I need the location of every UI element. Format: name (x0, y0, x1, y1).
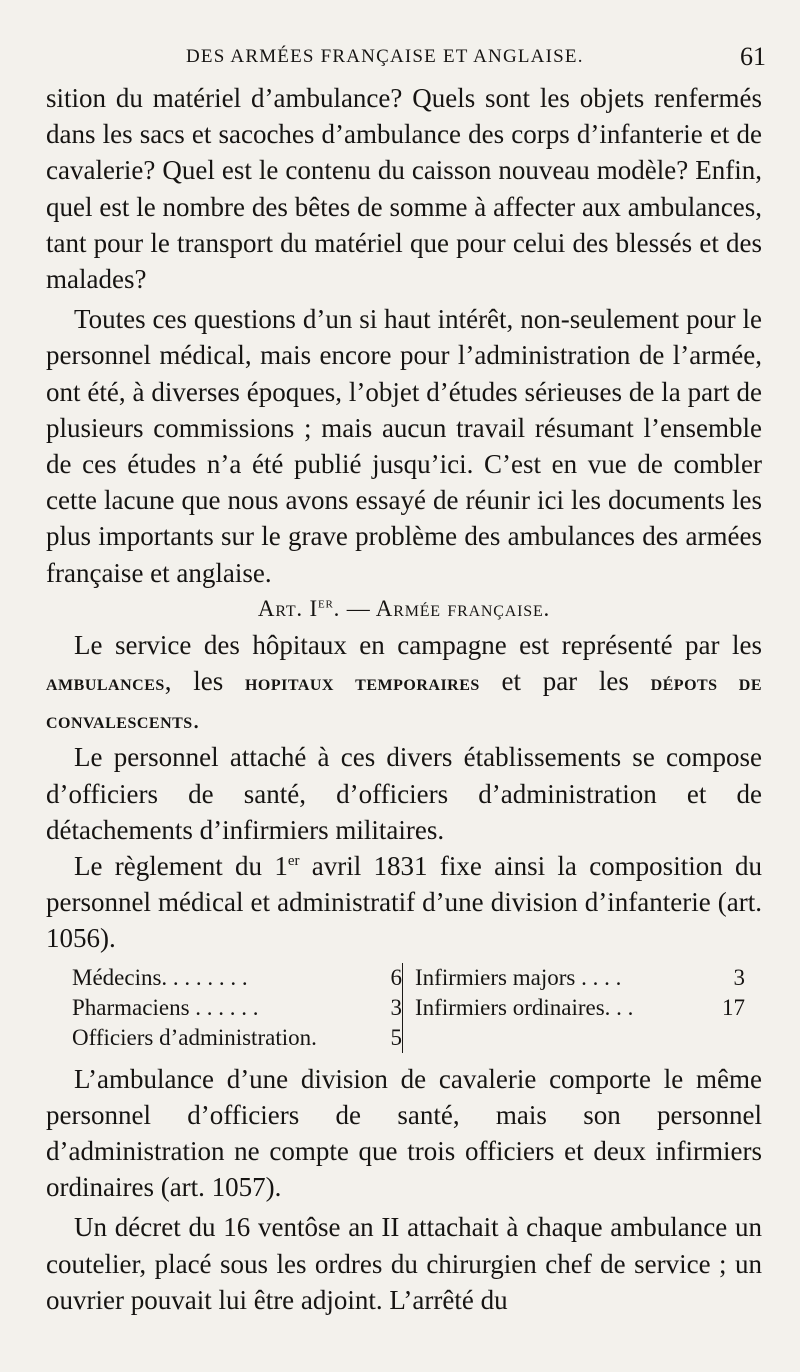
staff-label: Infirmiers ordinaires. . . (415, 994, 634, 1020)
p5-sup: er (287, 853, 300, 870)
staff-row (72, 963, 402, 993)
p3-term-ambulances: ambulances (46, 670, 165, 696)
staff-count: 6 (390, 964, 402, 990)
page-header (46, 38, 766, 78)
paragraph-5 (46, 848, 762, 957)
article-heading-suffix: . — Armée française. (333, 595, 551, 621)
staff-row (72, 1023, 402, 1053)
staff-count: 5 (390, 1024, 402, 1050)
p3-term-hopitaux: hopitaux temporaires (244, 670, 480, 696)
staff-column-left (72, 963, 402, 1053)
p3-term-depots: dépots de convalescents (46, 670, 763, 734)
p5-text-b: avril 1831 fixe ainsi la composition du personnel médical et administratif d’une division d’infanterie (art. 1056). (46, 851, 762, 954)
staff-label: Pharmaciens . . . . . . (72, 994, 259, 1020)
p3-text-b: , les (164, 666, 245, 697)
body-text (46, 80, 762, 1318)
paragraph-6: L’ambulance d’une division de cavalerie comporte le même personnel d’officiers de santé, mais son personnel d’administration ne compte que trois officiers et deux infirmiers ordinaires (art. 1057). (46, 1063, 762, 1203)
staff-row (415, 963, 745, 993)
paragraph-3 (46, 627, 762, 740)
article-heading-sup: er (317, 595, 334, 612)
staff-column-right (402, 963, 745, 1053)
paragraph-7: Un décret du 16 ventôse an II attachait à chaque ambulance un coutelier, placé sous les ordres du chirurgien chef de service ; un ouvrier pouvait lui être adjoint. L’arrêté du (46, 1212, 762, 1315)
p3-text-a: Le service des hôpitaux en campagne est représenté par les (74, 629, 762, 660)
p3-text-d: . (192, 704, 200, 735)
staff-label: Infirmiers majors . . . . (415, 964, 622, 990)
staff-label: Officiers d’administration. (72, 1024, 317, 1050)
running-title: DES ARMÉES FRANÇAISE ET ANGLAISE. (186, 46, 584, 67)
staff-row (72, 993, 402, 1023)
staff-count: 17 (722, 994, 745, 1020)
p3-text-c: et par les (479, 666, 651, 697)
p5-text-a: Le règlement du 1 (74, 851, 288, 882)
staff-label: Médecins. . . . . . . . (72, 964, 248, 990)
article-heading-prefix: Art. I (257, 595, 318, 621)
staff-row (415, 993, 745, 1023)
paragraph-4: Le personnel attaché à ces divers établissements se compose d’officiers de santé, d’officiers d’administration et de détachements d’infirmiers militaires. (46, 742, 762, 845)
staff-count: 3 (390, 994, 402, 1020)
paragraph-1: sition du matériel d’ambulance? Quels sont les objets renfermés dans les sacs et sacoches d’ambulance des corps d’infanterie et de cavalerie? Quel est le contenu du caisson nouveau modèle? Enfin, quel est le nombre des bêtes de somme à affecter aux ambulances, tant pour le transport du matériel que pour celui des blessés et des malades? (46, 83, 762, 295)
page-number: 61 (740, 42, 766, 71)
staff-table (72, 963, 762, 1053)
paragraph-2: Toutes ces questions d’un si haut intérêt, non-seulement pour le personnel médical, mais encore pour l’administration de l’armée, ont été, à diverses époques, l’objet d’études sérieuses de la part de plusieurs commissions ; mais aucun travail résumant l’ensemble de ces études n’a été publié jusqu’ici. C’est en vue de combler cette lacune que nous avons essayé de réunir ici les documents les plus importants sur le grave problème des ambulances des armées française et anglaise. (46, 304, 762, 588)
staff-count: 3 (733, 964, 745, 990)
article-heading (46, 591, 762, 627)
